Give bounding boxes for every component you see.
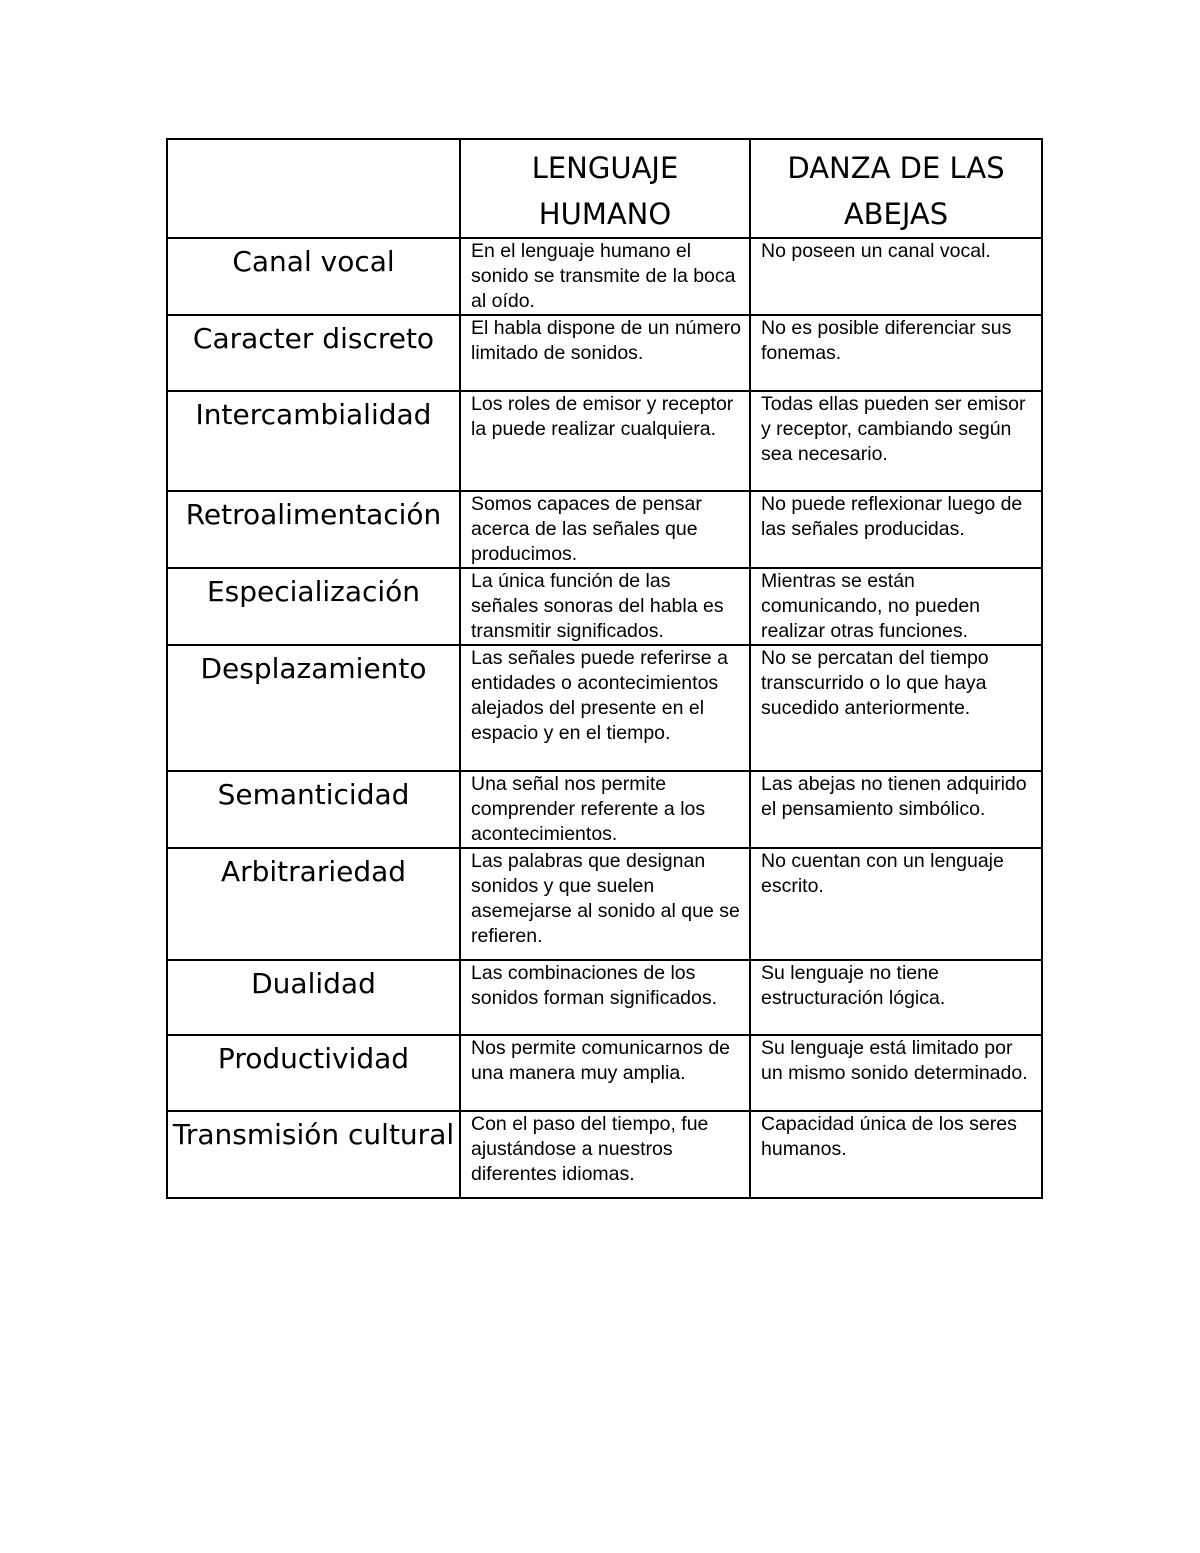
human-cell: Las palabras que designan sonidos y que suelen asemejarse al sonido al que se refieren. — [460, 848, 750, 960]
feature-cell: Dualidad — [167, 960, 460, 1035]
feature-cell: Arbitrariedad — [167, 848, 460, 960]
table-row — [167, 1111, 1042, 1198]
feature-cell: Caracter discreto — [167, 315, 460, 391]
bees-cell: No cuentan con un lenguaje escrito. — [750, 848, 1042, 960]
bees-cell: No se percatan del tiempo transcurrido o lo que haya sucedido anteriormente. — [750, 645, 1042, 771]
table-row — [167, 568, 1042, 645]
bees-cell: No poseen un canal vocal. — [750, 238, 1042, 315]
table-row — [167, 238, 1042, 315]
feature-cell: Productividad — [167, 1035, 460, 1111]
header-cell-lenguaje-humano: LENGUAJE HUMANO — [460, 139, 750, 238]
table-header-row — [167, 139, 1042, 238]
human-cell: Con el paso del tiempo, fue ajustándose a nuestros diferentes idiomas. — [460, 1111, 750, 1198]
table-row — [167, 848, 1042, 960]
human-cell: Una señal nos permite comprender referente a los acontecimientos. — [460, 771, 750, 848]
human-cell: Somos capaces de pensar acerca de las señales que producimos. — [460, 491, 750, 568]
bees-cell: No es posible diferenciar sus fonemas. — [750, 315, 1042, 391]
table-row — [167, 391, 1042, 491]
human-cell: La única función de las señales sonoras del habla es transmitir significados. — [460, 568, 750, 645]
feature-cell: Transmisión cultural — [167, 1111, 460, 1198]
table-row — [167, 491, 1042, 568]
comparison-table — [166, 138, 1043, 1199]
human-cell: Los roles de emisor y receptor la puede realizar cualquiera. — [460, 391, 750, 491]
feature-cell: Semanticidad — [167, 771, 460, 848]
human-cell: Las combinaciones de los sonidos forman significados. — [460, 960, 750, 1035]
header-cell-empty — [167, 139, 460, 238]
header-cell-danza-abejas: DANZA DE LAS ABEJAS — [750, 139, 1042, 238]
table-row — [167, 645, 1042, 771]
table-row — [167, 315, 1042, 391]
human-cell: Las señales puede referirse a entidades o acontecimientos alejados del presente en el espacio y en el tiempo. — [460, 645, 750, 771]
bees-cell: Capacidad única de los seres humanos. — [750, 1111, 1042, 1198]
feature-cell: Intercambialidad — [167, 391, 460, 491]
feature-cell: Desplazamiento — [167, 645, 460, 771]
table-row — [167, 1035, 1042, 1111]
table-row — [167, 771, 1042, 848]
bees-cell: Las abejas no tienen adquirido el pensamiento simbólico. — [750, 771, 1042, 848]
human-cell: En el lenguaje humano el sonido se transmite de la boca al oído. — [460, 238, 750, 315]
feature-cell: Retroalimentación — [167, 491, 460, 568]
bees-cell: Todas ellas pueden ser emisor y receptor, cambiando según sea necesario. — [750, 391, 1042, 491]
bees-cell: Su lenguaje está limitado por un mismo sonido determinado. — [750, 1035, 1042, 1111]
feature-cell: Canal vocal — [167, 238, 460, 315]
bees-cell: Mientras se están comunicando, no pueden realizar otras funciones. — [750, 568, 1042, 645]
table-row — [167, 960, 1042, 1035]
human-cell: El habla dispone de un número limitado de sonidos. — [460, 315, 750, 391]
bees-cell: No puede reflexionar luego de las señales producidas. — [750, 491, 1042, 568]
bees-cell: Su lenguaje no tiene estructuración lógica. — [750, 960, 1042, 1035]
feature-cell: Especialización — [167, 568, 460, 645]
human-cell: Nos permite comunicarnos de una manera muy amplia. — [460, 1035, 750, 1111]
